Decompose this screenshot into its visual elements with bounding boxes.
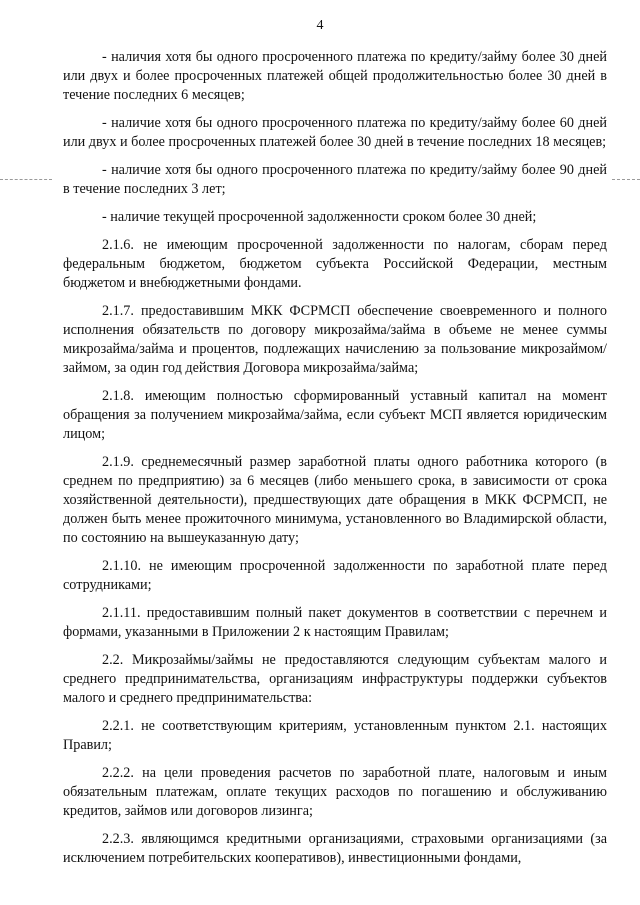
paragraph-overdue-3-years: - наличие хотя бы одного просроченного платежа по кредиту/займу более 90 дней в течение последних 3 лет;: [63, 162, 607, 197]
paragraph-overdue-18-months: - наличие хотя бы одного просроченного платежа по кредиту/займу более 60 дней или двух и более просроченных платежей более 30 дней в течение последних 18 месяцев;: [63, 115, 607, 150]
paragraph-overdue-6-months: - наличия хотя бы одного просроченного платежа по кредиту/займу более 30 дней или двух и более просроченных платежей общей продолжительностью более 30 дней в течение последних 6 месяцев;: [63, 49, 607, 103]
paragraph-2-1-9: 2.1.9. среднемесячный размер заработной платы одного работника которого (в среднем по предприятию) за 6 месяцев (либо меньшего срока, в зависимости от срока хозяйственной деятельности), предшествующих дате обращения в МКК ФСРМСП, не должен быть менее прожиточного минимума, установленного во Владимирской области, по состоянию на вышеуказанную дату;: [63, 454, 607, 546]
document-body: [63, 48, 607, 877]
page-number: 4: [316, 18, 324, 33]
paragraph-2-1-7: 2.1.7. предоставившим МКК ФСРМСП обеспечение своевременного и полного исполнения обязательств по договору микрозайма/займа в объеме не менее суммы микрозайма/займа и процентов, подлежащих начислению за пользование микрозаймом/займом, за один год действия Договора микрозайма/займа;: [63, 303, 607, 376]
paragraph-2-1-11: 2.1.11. предоставившим полный пакет документов в соответствии с перечнем и формами, указанными в Приложении 2 к настоящим Правилам;: [63, 605, 607, 640]
scan-artifact-right: [612, 179, 640, 181]
paragraph-2-1-10: 2.1.10. не имеющим просроченной задолженности по заработной плате перед сотрудниками;: [63, 558, 607, 593]
paragraph-current-overdue: - наличие текущей просроченной задолженности сроком более 30 дней;: [102, 209, 537, 225]
paragraph-2-1-8: 2.1.8. имеющим полностью сформированный уставный капитал на момент обращения за получением микрозайма/займа, если субъект МСП является юридическим лицом;: [63, 388, 607, 442]
paragraph-2-2: 2.2. Микрозаймы/займы не предоставляются следующим субъектам малого и среднего предпринимательства, организациям инфраструктуры поддержки субъектов малого и среднего предпринимательства:: [63, 652, 607, 706]
paragraph-2-2-2: 2.2.2. на цели проведения расчетов по заработной плате, налоговым и иным обязательным платежам, оплате текущих расходов по погашению и обслуживанию кредитов, займов или договоров лизинга;: [63, 765, 607, 819]
paragraph-2-2-1: 2.2.1. не соответствующим критериям, установленным пунктом 2.1. настоящих Правил;: [63, 718, 607, 753]
paragraph-2-1-6: 2.1.6. не имеющим просроченной задолженности по налогам, сборам перед федеральным бюджетом, бюджетом субъекта Российской Федерации, местным бюджетом и внебюджетными фондами.: [63, 237, 607, 291]
scan-artifact-left: [0, 179, 52, 181]
paragraph-2-2-3: 2.2.3. являющимся кредитными организациями, страховыми организациями (за исключением потребительских кооперативов), инвестиционными фондами,: [63, 831, 607, 866]
